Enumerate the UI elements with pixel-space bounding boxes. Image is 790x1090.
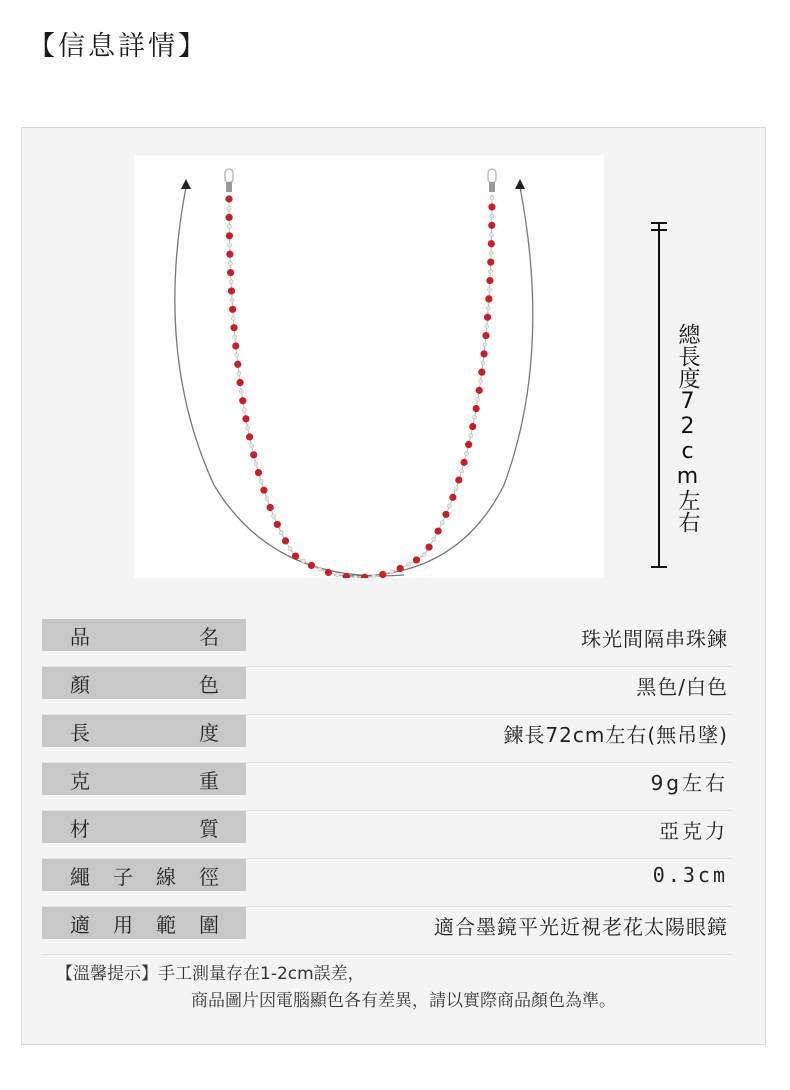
spec-label: 適 用 範 圍 [42,907,246,939]
pearl-spacer [227,225,231,229]
pearl-spacer [254,462,258,466]
pearl-spacer [464,451,468,455]
pearl-spacer [288,547,292,551]
red-bead [234,361,241,368]
pearl-spacer [489,251,493,255]
red-bead [461,459,468,466]
red-bead [239,397,246,404]
red-bead [229,306,236,313]
product-detail-card [21,127,766,1045]
red-bead [267,504,274,511]
spec-row-name [42,619,732,667]
red-bead [228,287,235,294]
pearl-spacer [353,575,357,578]
red-bead [255,469,262,476]
pearl-spacer [476,397,480,401]
spec-row-length [42,715,732,763]
spec-value-name: 珠光間隔串珠鍊 [581,627,728,651]
pearl-spacer [279,531,283,535]
red-bead [236,379,243,386]
pearl-spacer [272,514,276,518]
pearl-spacer [242,408,246,412]
spec-value-color: 黑色/白色 [636,675,728,699]
pearl-spacer [229,280,233,284]
spec-value-weight: 9g左右 [650,771,728,795]
red-bead [292,552,299,559]
red-bead [455,476,462,483]
red-bead [478,369,485,376]
clasp-left [226,182,232,192]
pearl-spacer [265,497,269,501]
pearl-spacer [237,371,241,375]
red-bead [488,203,495,210]
pearl-spacer [479,379,483,383]
ear-loop-left [225,169,233,183]
spec-row-cord-diameter [42,859,732,907]
red-bead [308,562,315,569]
arrow-head-right-icon [515,179,525,189]
red-bead [486,277,493,284]
pearl-spacer [318,567,322,571]
red-bead [227,269,234,276]
red-bead [325,569,332,576]
red-bead [226,251,233,258]
red-bead [487,259,494,266]
spec-label: 克 重 [42,763,246,795]
necklace-illustration [134,155,604,578]
dimension-line [658,222,660,568]
pearl-spacer [432,537,436,541]
spec-row-usage [42,907,732,955]
pearl-spacer [481,361,485,365]
red-bead [232,342,239,349]
page-heading: 【信息詳情】 [28,31,208,62]
spec-row-material [42,811,732,859]
pearl-spacer [406,562,410,566]
red-bead [250,451,257,458]
red-bead [480,350,487,357]
pearl-spacer [335,573,339,577]
pearl-spacer [259,479,263,483]
notice [56,961,616,1015]
spec-label: 品 名 [42,619,246,651]
pearl-spacer [483,343,487,347]
spec-value-cord-diameter: 0.3cm [652,863,728,887]
red-bead [426,544,433,551]
dimension-cap-bottom [651,566,667,568]
red-bead [488,240,495,247]
pearl-spacer [227,206,231,210]
red-bead [442,511,449,518]
pearl-spacer [230,298,234,302]
necklace-beads [225,195,495,578]
pearl-spacer [490,196,494,200]
red-bead [242,415,249,422]
necklace-chain [229,195,492,578]
red-bead [260,487,267,494]
arrow-head-left-icon [181,179,191,189]
dimension-label: 總長度72cm左右 [675,323,700,533]
spec-label: 顏 色 [42,667,246,699]
red-bead [413,556,420,563]
red-bead [246,433,253,440]
ear-loop-right [488,169,496,183]
pearl-spacer [231,316,235,320]
spec-value-length: 鍊長72cm左右(無吊墜) [503,723,728,747]
pearl-spacer [250,444,254,448]
notice-line-2: 商品圖片因電腦顯色各有差異，請以實際商品顏色為準。 [191,991,616,1011]
pearl-spacer [246,426,250,430]
pearl-spacer [390,570,394,574]
red-bead [476,387,483,394]
pearl-spacer [485,324,489,328]
red-bead [225,195,232,202]
red-bead [230,324,237,331]
red-bead [484,314,491,321]
red-bead [449,494,456,501]
pearl-spacer [487,288,491,292]
red-bead [274,521,281,528]
red-bead [469,423,476,430]
red-bead [485,295,492,302]
length-arrow-right [334,187,533,576]
red-bead [482,332,489,339]
spec-label: 材 質 [42,811,246,843]
pearl-spacer [228,261,232,265]
pearl-spacer [490,214,494,218]
spec-value-material: 亞克力 [659,819,728,843]
spec-row-weight [42,763,732,811]
pearl-spacer [440,521,444,525]
product-photo [134,155,604,578]
spec-table [42,619,732,955]
red-bead [488,222,495,229]
pearl-spacer [372,574,376,578]
red-bead [282,537,289,544]
pearl-spacer [448,504,452,508]
red-bead [226,232,233,239]
pearl-spacer [490,233,494,237]
red-bead [397,565,404,572]
spec-label: 長 度 [42,715,246,747]
spec-value-usage: 適合墨鏡平光近視老花太陽眼鏡 [434,915,728,939]
pearl-spacer [239,390,243,394]
red-bead [361,574,368,578]
pearl-spacer [488,269,492,273]
red-bead [379,571,386,578]
spec-label: 繩 子 線 徑 [42,859,246,891]
pearl-spacer [469,434,473,438]
red-bead [465,441,472,448]
pearl-spacer [235,353,239,357]
notice-line-1: 【溫馨提示】手工測量存在1-2cm誤差， [56,964,365,984]
pearl-spacer [473,416,477,420]
red-bead [473,405,480,412]
pearl-spacer [486,306,490,310]
pearl-spacer [460,469,464,473]
pearl-spacer [454,487,458,491]
clasp-right [489,182,495,192]
spec-row-color [42,667,732,715]
red-bead [226,214,233,221]
pearl-spacer [301,559,305,563]
pearl-spacer [233,335,237,339]
pearl-spacer [228,243,232,247]
length-arrow-left [175,187,404,576]
pearl-spacer [422,553,426,557]
red-bead [435,527,442,534]
